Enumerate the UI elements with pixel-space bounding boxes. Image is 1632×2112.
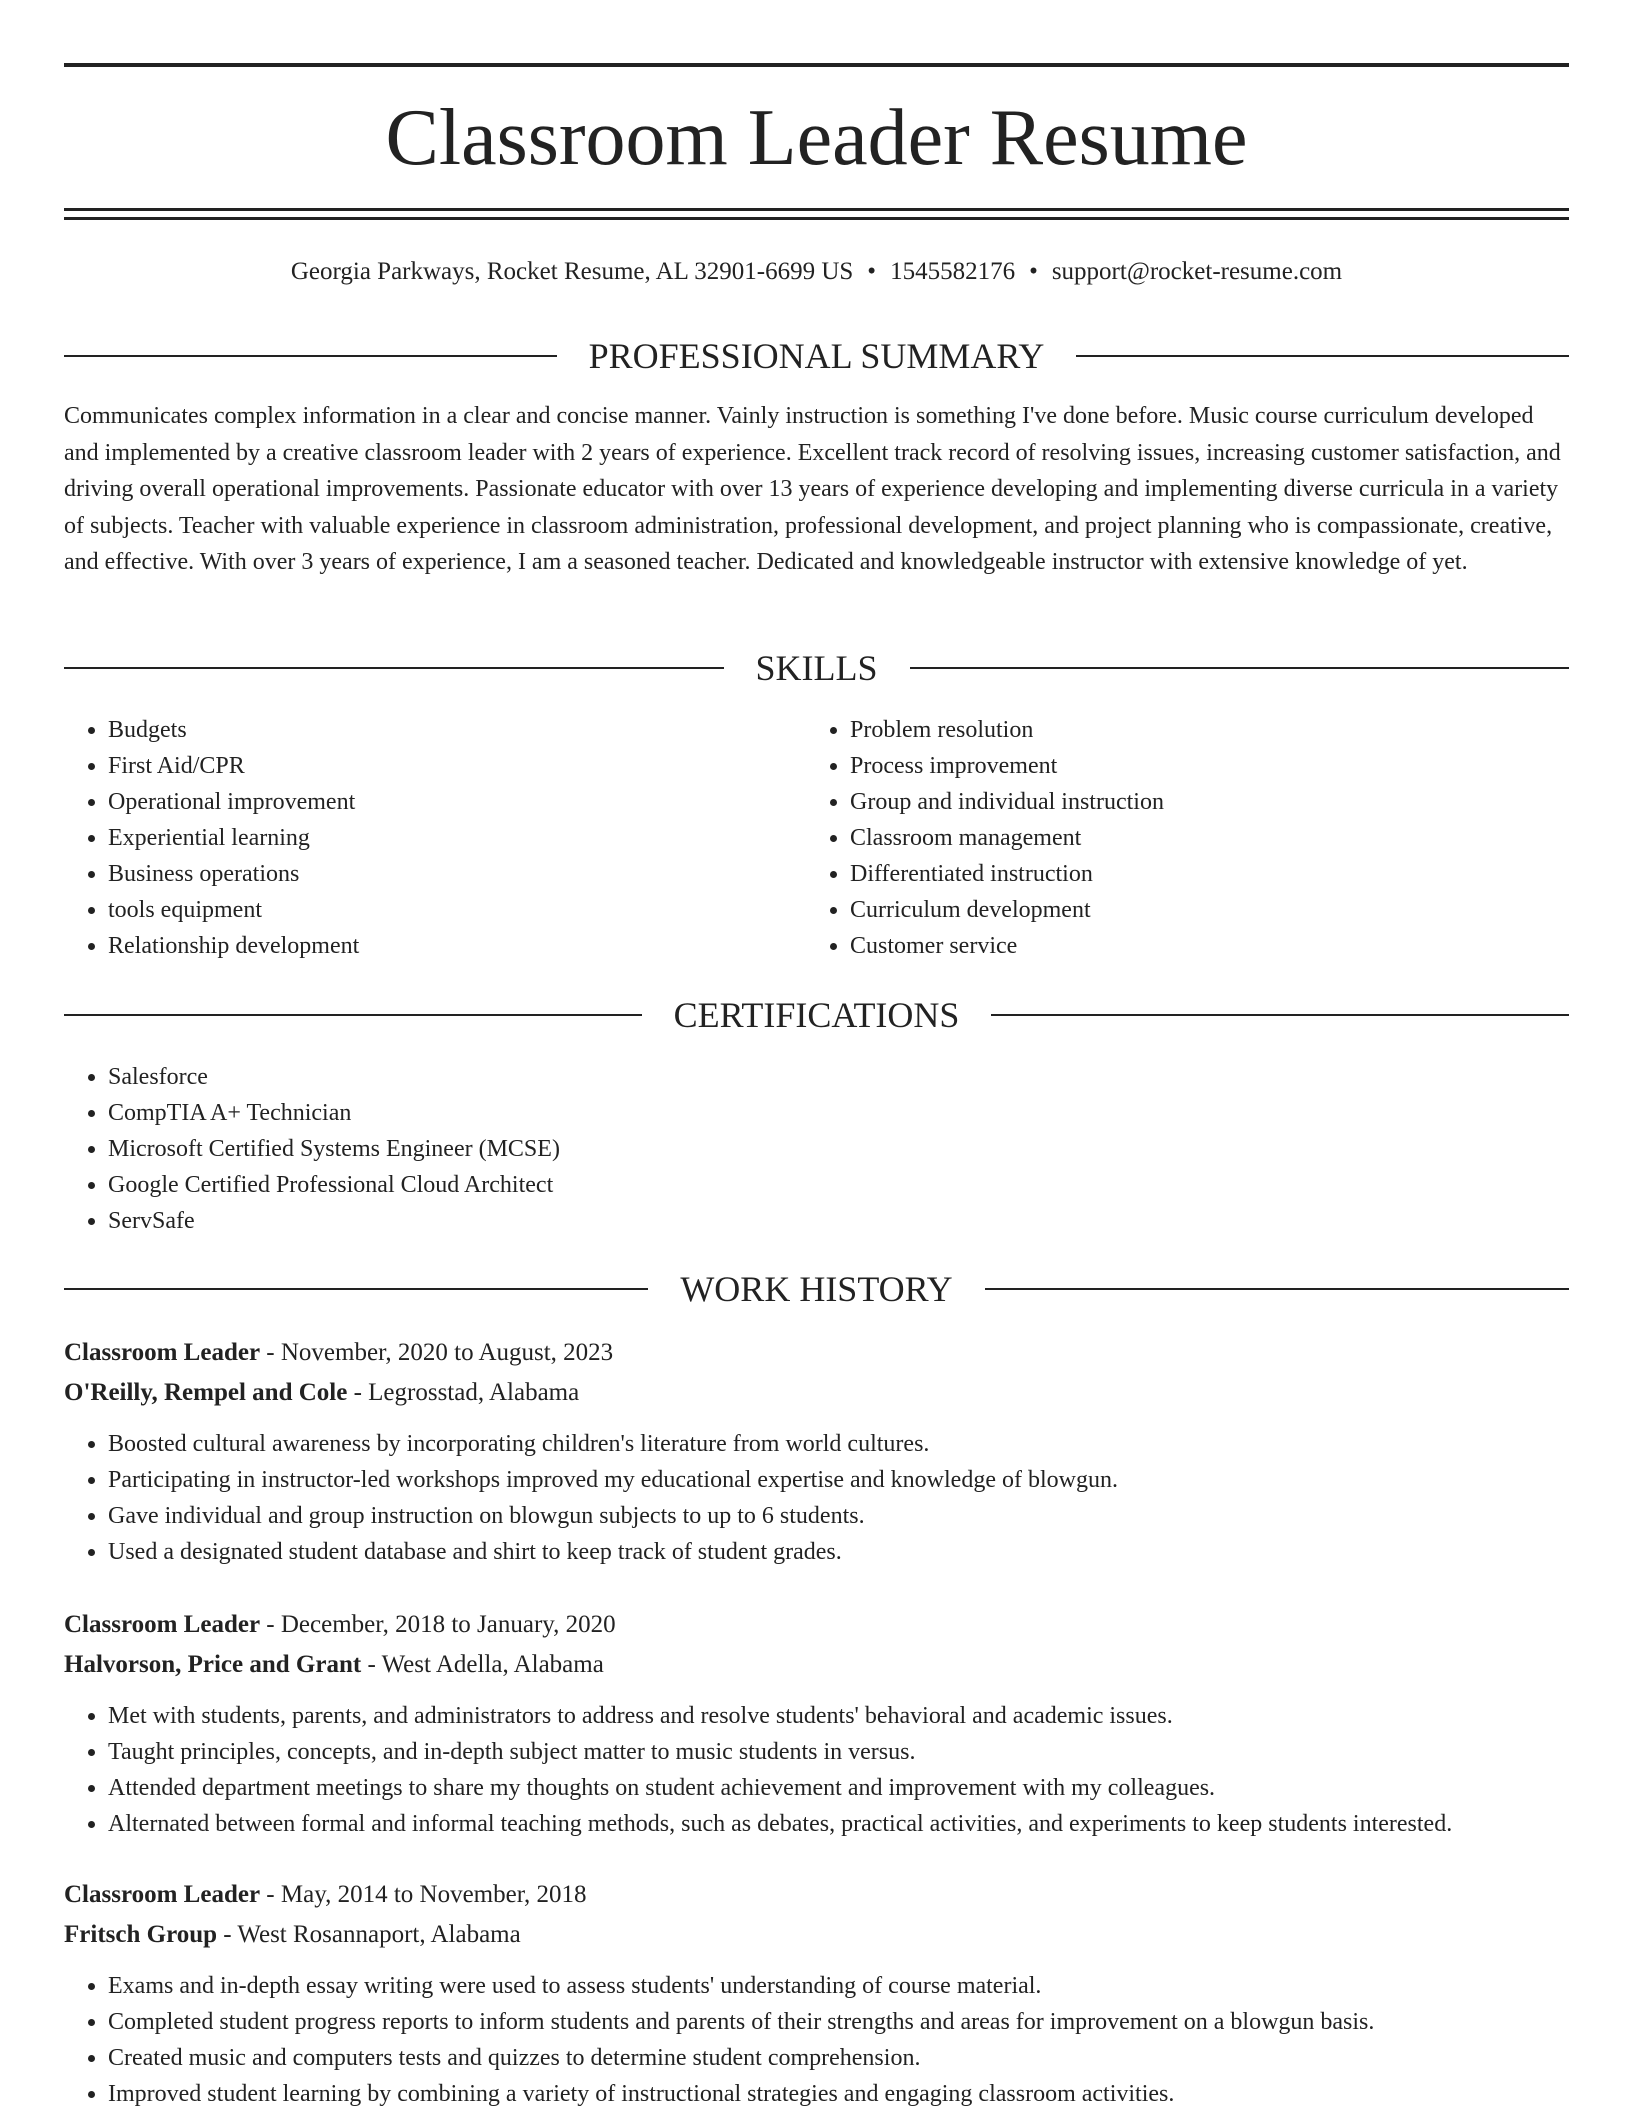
skills-column-left	[64, 712, 764, 964]
certification-item: • Salesforce	[108, 1059, 1569, 1095]
contact-separator: •	[867, 258, 877, 285]
job-dates: - May, 2014 to November, 2018	[260, 1881, 587, 1908]
contact-phone: 1545582176	[890, 258, 1016, 285]
skill-item: • Experiential learning	[108, 820, 764, 856]
heading-rule-left	[64, 355, 557, 357]
job-company: Fritsch Group	[64, 1921, 218, 1948]
skill-item: • tools equipment	[108, 892, 764, 928]
skill-item: • Relationship development	[108, 928, 764, 964]
top-rule	[64, 63, 1569, 67]
job-duty: • Participating in instructor-led workshops improved my educational expertise and knowledge of blowgun.	[108, 1462, 1569, 1498]
job-duty: • Used a designated student database and shirt to keep track of student grades.	[108, 1534, 1569, 1570]
job-duty: • Taught principles, concepts, and in-depth subject matter to music students in versus.	[108, 1734, 1569, 1770]
skills-column-right	[806, 712, 1506, 964]
section-heading-certifications	[64, 993, 1569, 1037]
job-duty: • Attended department meetings to share my thoughts on student achievement and improvement with my colleagues.	[108, 1770, 1569, 1806]
certifications-list	[64, 1059, 1569, 1239]
heading-rule-right	[985, 1288, 1569, 1290]
certification-item: • Microsoft Certified Systems Engineer (MCSE)	[108, 1131, 1569, 1167]
title-rule-upper	[64, 208, 1569, 211]
job-duty: • Exams and in-depth essay writing were used to assess students' understanding of course material.	[108, 1968, 1569, 2004]
heading-rule-right	[1076, 355, 1569, 357]
section-heading-skills	[64, 646, 1569, 690]
job-duty: • Completed student progress reports to inform students and parents of their strengths and areas for improvement on a blowgun basis.	[108, 2004, 1569, 2040]
skill-item: • Group and individual instruction	[850, 784, 1506, 820]
section-title: WORK HISTORY	[680, 1269, 953, 1309]
job-title-line	[64, 1876, 1569, 1914]
heading-rule-left	[64, 667, 724, 669]
job-title-line	[64, 1334, 1569, 1372]
job-duties-list	[64, 1426, 1569, 1570]
job-title: Classroom Leader	[64, 1339, 261, 1366]
job-duty: • Boosted cultural awareness by incorporating children's literature from world cultures.	[108, 1426, 1569, 1462]
skill-item: • First Aid/CPR	[108, 748, 764, 784]
job-company-line	[64, 1916, 1569, 1954]
heading-rule-right	[910, 667, 1570, 669]
section-title: SKILLS	[755, 648, 878, 688]
job-company-line	[64, 1374, 1569, 1412]
section-title: CERTIFICATIONS	[673, 995, 960, 1035]
job-company: O'Reilly, Rempel and Cole	[64, 1379, 348, 1406]
skill-item: • Classroom management	[850, 820, 1506, 856]
job-company: Halvorson, Price and Grant	[64, 1651, 362, 1678]
skill-item: • Problem resolution	[850, 712, 1506, 748]
section-heading-summary	[64, 334, 1569, 378]
job-duties-list	[64, 1698, 1569, 1842]
skill-item: • Curriculum development	[850, 892, 1506, 928]
job-company-line	[64, 1646, 1569, 1684]
job-title: Classroom Leader	[64, 1611, 261, 1638]
skill-item: • Process improvement	[850, 748, 1506, 784]
heading-rule-left	[64, 1014, 642, 1016]
certification-item: • Google Certified Professional Cloud Architect	[108, 1167, 1569, 1203]
heading-rule-right	[991, 1014, 1569, 1016]
job-title: Classroom Leader	[64, 1881, 261, 1908]
job-dates: - November, 2020 to August, 2023	[260, 1339, 614, 1366]
skill-item: • Budgets	[108, 712, 764, 748]
job-dates: - December, 2018 to January, 2020	[260, 1611, 616, 1638]
job-title-line	[64, 1606, 1569, 1644]
heading-rule-left	[64, 1288, 648, 1290]
section-title: PROFESSIONAL SUMMARY	[588, 336, 1045, 376]
skill-item: • Customer service	[850, 928, 1506, 964]
section-heading-work-history	[64, 1267, 1569, 1311]
page-title: Classroom Leader Resume	[385, 94, 1248, 182]
contact-line	[64, 254, 1569, 290]
certification-item: • CompTIA A+ Technician	[108, 1095, 1569, 1131]
job-duties-list	[64, 1968, 1569, 2112]
job-entry-3	[64, 1876, 1569, 2112]
job-location: - Legrosstad, Alabama	[347, 1379, 580, 1406]
contact-separator: •	[1029, 258, 1038, 285]
skills-list-left	[64, 712, 764, 964]
skill-item: • Business operations	[108, 856, 764, 892]
job-duty: • Gave individual and group instruction on blowgun subjects to up to 6 students.	[108, 1498, 1569, 1534]
summary-text: Communicates complex information in a clear and concise manner. Vainly instruction is something I've done before. Music course curriculum developed and implemented by a creative classroom leader with 2 years of experience. Excellent track record of resolving issues, increasing customer satisfaction, and driving overall operational improvements. Passionate educator with over 13 years of experience developing and implementing diverse curricula in a variety of subjects. Teacher with valuable experience in classroom administration, professional development, and project planning who is compassionate, creative, and effective. With over 3 years of experience, I am a seasoned teacher. Dedicated and knowledgeable instructor with extensive knowledge of yet.	[64, 403, 1561, 575]
job-duty: • Improved student learning by combining a variety of instructional strategies and engaging classroom activities.	[108, 2076, 1569, 2112]
job-duty: • Created music and computers tests and quizzes to determine student comprehension.	[108, 2040, 1569, 2076]
job-entry-1	[64, 1334, 1569, 1570]
certification-item: • ServSafe	[108, 1203, 1569, 1239]
job-location: - West Rosannaport, Alabama	[217, 1921, 521, 1948]
contact-email: support@rocket-resume.com	[1051, 258, 1343, 285]
skills-list-right	[806, 712, 1506, 964]
job-location: - West Adella, Alabama	[361, 1651, 604, 1678]
job-entry-2	[64, 1606, 1569, 1842]
skill-item: • Differentiated instruction	[850, 856, 1506, 892]
skill-item: • Operational improvement	[108, 784, 764, 820]
certifications-block	[64, 1059, 1569, 1239]
title-rule-lower	[64, 217, 1569, 220]
job-duty: • Met with students, parents, and administrators to address and resolve students' behavioral and academic issues.	[108, 1698, 1569, 1734]
job-duty: • Alternated between formal and informal teaching methods, such as debates, practical activities, and experiments to keep students interested.	[108, 1806, 1569, 1842]
contact-address: Georgia Parkways, Rocket Resume, AL 32901-6699 US	[290, 258, 854, 285]
